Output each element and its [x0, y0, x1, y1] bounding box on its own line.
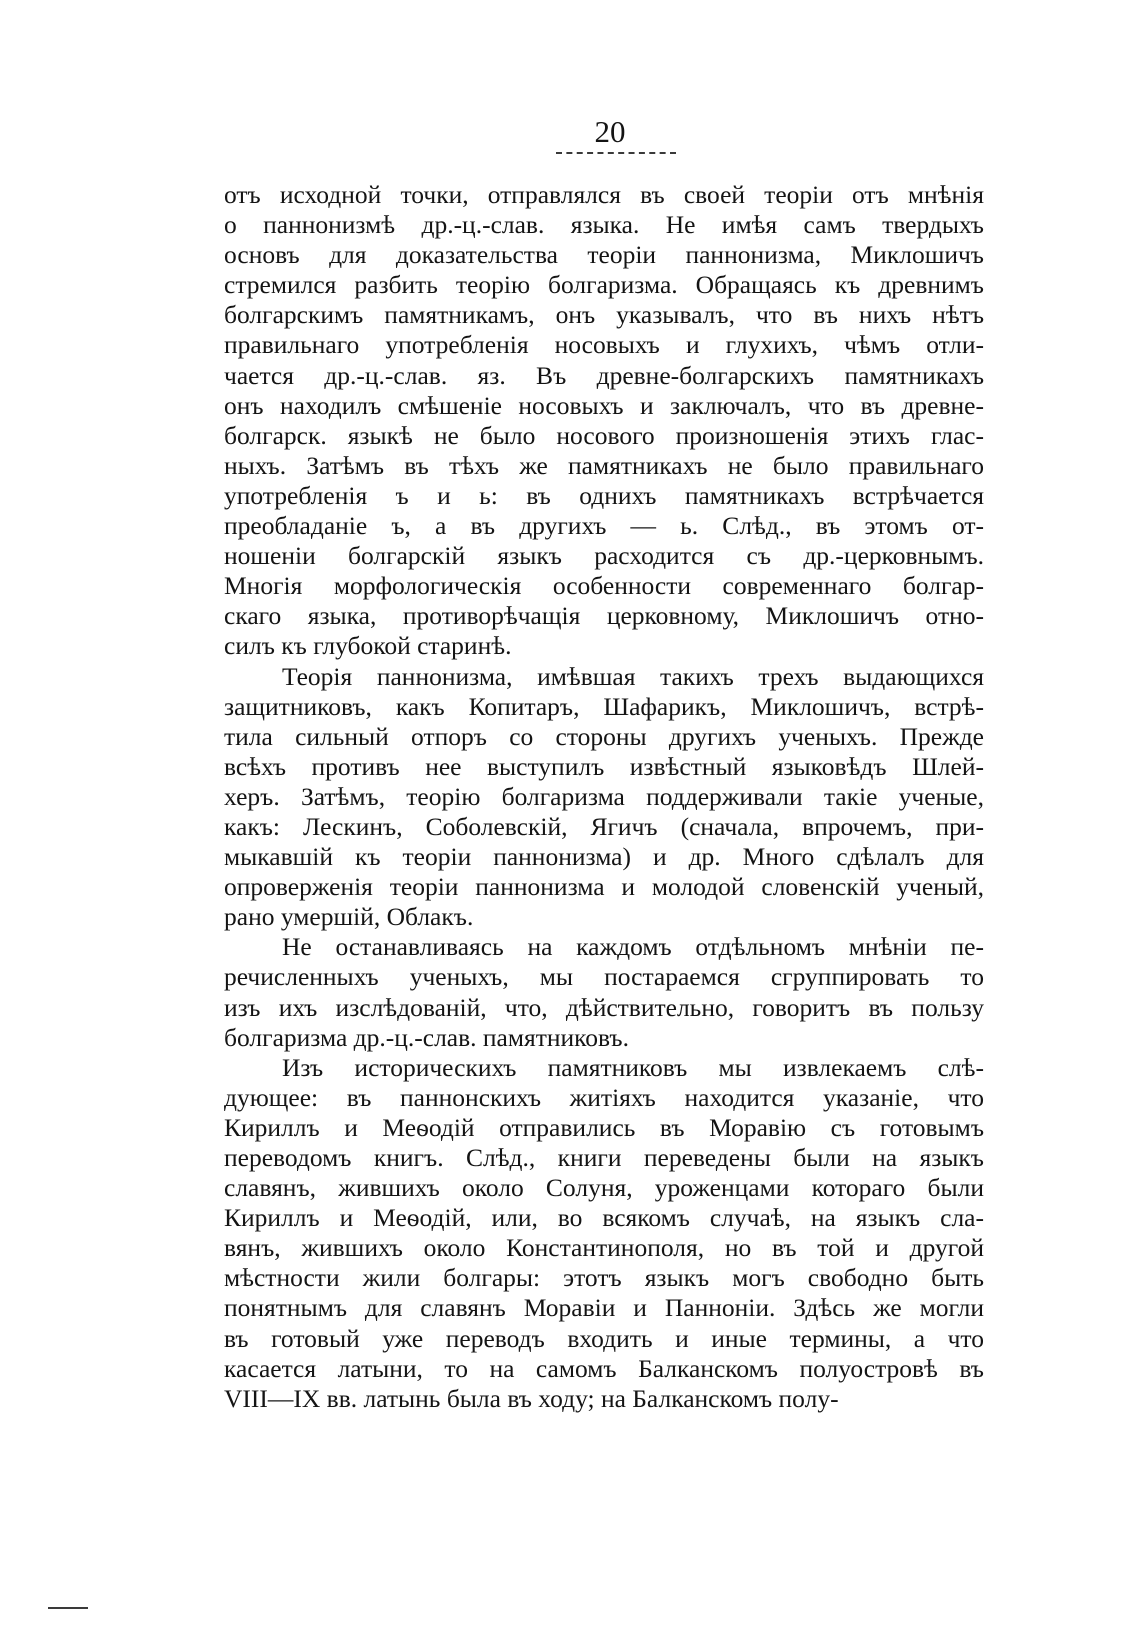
- text-line: употребленія ъ и ь: въ однихъ памятникахъ встрѣчается: [224, 480, 984, 510]
- paragraph-2: [224, 662, 984, 933]
- text-line: Не останавливаясь на каждомъ отдѣльномъ мнѣніи пе-: [282, 932, 984, 962]
- text-line: Многія морфологическія особенности современнаго болгар-: [224, 571, 984, 601]
- text-line: правильнаго употребленія носовыхъ и глухихъ, чѣмъ отли-: [224, 330, 984, 360]
- text-line: ношеніи болгарскій языкъ расходится съ др.-церковнымъ.: [224, 541, 984, 571]
- paragraph-3: [224, 932, 984, 1052]
- text-line: Кириллъ и Меѳодій отправились въ Моравію съ готовымъ: [224, 1112, 984, 1142]
- paragraph-1: [224, 180, 984, 662]
- text-line: херъ. Затѣмъ, теорію болгаризма поддерживали такіе ученые,: [224, 781, 984, 811]
- page-number: 20: [594, 114, 626, 149]
- text-line: преобладаніе ъ, а въ другихъ — ь. Слѣд., въ этомъ от-: [224, 511, 984, 541]
- text-line: переводомъ книгъ. Слѣд., книги переведены были на языкъ: [224, 1143, 984, 1172]
- text-line: понятнымъ для славянъ Моравіи и Панноніи. Здѣсь же могли: [224, 1293, 984, 1323]
- header-rule: [556, 152, 676, 154]
- text-line: речисленныхъ ученыхъ, мы постараемся сгруппировать то: [224, 962, 984, 992]
- text-line: какъ: Лескинъ, Соболевскій, Ягичъ (сначала, впрочемъ, при-: [224, 811, 984, 841]
- text-line: скаго языка, противорѣчащія церковному, Миклошичъ отно-: [224, 601, 984, 631]
- text-line: касается латыни, то на самомъ Балканскомъ полуостровѣ въ: [224, 1353, 984, 1383]
- text-line: дующее: въ паннонскихъ житіяхъ находится указаніе, что: [224, 1082, 984, 1112]
- text-line: опроверженія теоріи паннонизма и молодой словенскій ученый,: [224, 872, 984, 902]
- text-line: мыкавшій къ теоріи паннонизма) и др. Много сдѣлалъ для: [224, 842, 984, 872]
- text-line: славянъ, жившихъ около Солуня, уроженцами котораго были: [224, 1173, 984, 1203]
- text-line: вянъ, жившихъ около Константинополя, но въ той и другой: [224, 1233, 984, 1263]
- paragraph-4: [224, 1053, 984, 1414]
- text-line: болгарскимъ памятникамъ, онъ указывалъ, что въ нихъ нѣтъ: [224, 300, 984, 330]
- text-line: стремился разбить теорію болгаризма. Обращаясь къ древнимъ: [224, 270, 984, 300]
- text-line: отъ исходной точки, отправлялся въ своей теоріи отъ мнѣнія: [224, 180, 984, 209]
- text-line: силъ къ глубокой старинѣ.: [224, 631, 512, 661]
- footer-rule: [48, 1607, 88, 1609]
- text-line: Изъ историческихъ памятниковъ мы извлекаемъ слѣ-: [282, 1052, 984, 1082]
- text-line: основъ для доказательства теоріи паннонизма, Миклошичъ: [224, 240, 984, 270]
- text-line: болгаризма др.-ц.-слав. памятниковъ.: [224, 1022, 629, 1052]
- text-line: чается др.-ц.-слав. яз. Въ древне-болгарскихъ памятникахъ: [224, 360, 984, 390]
- text-line: онъ находилъ смѣшеніе носовыхъ и заключалъ, что въ древне-: [224, 390, 984, 420]
- text-line: изъ ихъ изслѣдованій, что, дѣйствительно, говоритъ въ пользу: [224, 992, 984, 1022]
- text-line: Теорія паннонизма, имѣвшая такихъ трехъ выдающихся: [282, 661, 984, 691]
- text-line: Кириллъ и Меѳодій, или, во всякомъ случаѣ, на языкъ сла-: [224, 1203, 984, 1233]
- text-line: VIII—IX вв. латынь была въ ходу; на Балканскомъ полу-: [224, 1383, 839, 1413]
- text-line: мѣстности жили болгары: этотъ языкъ могъ свободно быть: [224, 1263, 984, 1293]
- text-line: ныхъ. Затѣмъ въ тѣхъ же памятникахъ не было правильнаго: [224, 450, 984, 480]
- text-line: защитниковъ, какъ Копитаръ, Шафарикъ, Миклошичъ, встрѣ-: [224, 691, 984, 721]
- text-line: всѣхъ противъ нее выступилъ извѣстный языковѣдъ Шлей-: [224, 751, 984, 781]
- text-line: о паннонизмѣ др.-ц.-слав. языка. Не имѣя самъ твердыхъ: [224, 210, 984, 240]
- text-line: въ готовый уже переводъ входить и иные термины, а что: [224, 1323, 984, 1353]
- text-line: болгарск. языкѣ не было носового произношенія этихъ глас-: [224, 420, 984, 450]
- body-text: [224, 180, 984, 1414]
- text-line: тила сильный отпоръ со стороны другихъ ученыхъ. Прежде: [224, 721, 984, 751]
- text-line: рано умершій, Облакъ.: [224, 902, 474, 932]
